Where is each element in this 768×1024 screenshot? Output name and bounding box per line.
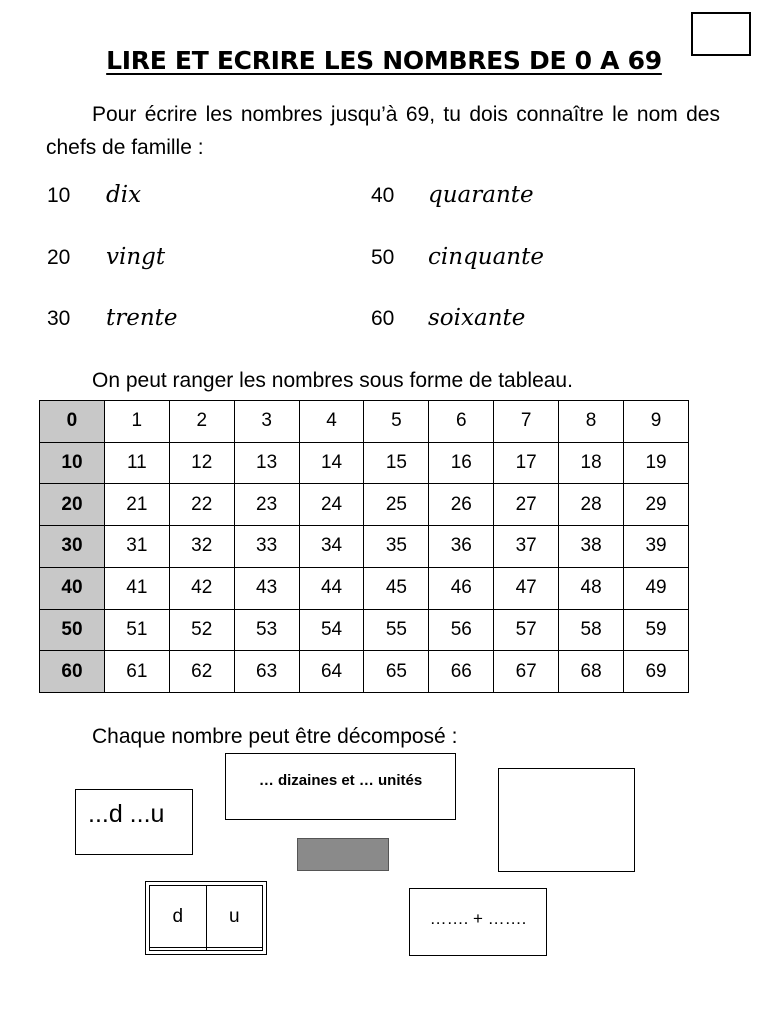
- table-cell: 34: [299, 526, 364, 568]
- table-cell: 5: [364, 401, 429, 443]
- table-cell: 64: [299, 651, 364, 693]
- family-head-cell: 50: [40, 609, 105, 651]
- table-cell: 15: [364, 442, 429, 484]
- family-number: 50: [371, 246, 395, 269]
- table-cell: 2: [169, 401, 234, 443]
- table-cell: 3: [234, 401, 299, 443]
- table-cell: 12: [169, 442, 234, 484]
- table-cell: 35: [364, 526, 429, 568]
- table-cell: 13: [234, 442, 299, 484]
- table-cell: 65: [364, 651, 429, 693]
- addition-text: ……. + …….: [429, 909, 527, 928]
- table-cell: 66: [429, 651, 494, 693]
- table-cell: 61: [104, 651, 169, 693]
- table-cell: 28: [559, 484, 624, 526]
- table-cell: 63: [234, 651, 299, 693]
- family-word: dix: [106, 182, 142, 208]
- table-row: [40, 442, 689, 484]
- u-cell: [206, 948, 263, 951]
- table-row: [40, 567, 689, 609]
- table-cell: 7: [494, 401, 559, 443]
- family-head-cell: 20: [40, 484, 105, 526]
- table-cell: 23: [234, 484, 299, 526]
- table-cell: 29: [624, 484, 689, 526]
- table-cell: 49: [624, 567, 689, 609]
- gray-strip: [297, 838, 389, 871]
- table-cell: 33: [234, 526, 299, 568]
- table-cell: 57: [494, 609, 559, 651]
- table-cell: 62: [169, 651, 234, 693]
- table-cell: 41: [104, 567, 169, 609]
- table-cell: 56: [429, 609, 494, 651]
- intro-paragraph: Pour écrire les nombres jusqu’à 69, tu dois connaître le nom des chefs de famille :: [46, 103, 720, 159]
- table-cell: 9: [624, 401, 689, 443]
- du-short-text: ...d ...u: [88, 800, 165, 828]
- family-number: 20: [47, 246, 71, 269]
- table-row: [40, 526, 689, 568]
- table-cell: 1: [104, 401, 169, 443]
- table-cell: 44: [299, 567, 364, 609]
- table-cell: 11: [104, 442, 169, 484]
- table-cell: 25: [364, 484, 429, 526]
- table-row: [40, 484, 689, 526]
- dizaines-unites-text: … dizaines et … unités: [258, 772, 423, 789]
- family-word: vingt: [106, 244, 166, 270]
- table-cell: 52: [169, 609, 234, 651]
- table-cell: 21: [104, 484, 169, 526]
- table-cell: 47: [494, 567, 559, 609]
- table-cell: 45: [364, 567, 429, 609]
- family-number: 10: [47, 184, 71, 207]
- table-cell: 32: [169, 526, 234, 568]
- table-cell: 43: [234, 567, 299, 609]
- table-row: [40, 651, 689, 693]
- table-row: [40, 609, 689, 651]
- table-cell: 68: [559, 651, 624, 693]
- table-cell: 14: [299, 442, 364, 484]
- table-cell: 38: [559, 526, 624, 568]
- du-table: [149, 885, 263, 951]
- d-header: d: [150, 886, 207, 948]
- table-cell: 67: [494, 651, 559, 693]
- family-head-cell: 10: [40, 442, 105, 484]
- table-intro: On peut ranger les nombres sous forme de tableau.: [92, 369, 573, 392]
- table-cell: 53: [234, 609, 299, 651]
- table-cell: 6: [429, 401, 494, 443]
- family-word: quarante: [428, 182, 534, 208]
- table-cell: 39: [624, 526, 689, 568]
- d-cell: [150, 948, 207, 951]
- table-cell: 51: [104, 609, 169, 651]
- table-cell: 37: [494, 526, 559, 568]
- u-header: u: [206, 886, 263, 948]
- table-cell: 69: [624, 651, 689, 693]
- family-word: soixante: [428, 305, 526, 331]
- number-table: [39, 400, 689, 693]
- du-table-card: [145, 881, 267, 955]
- table-cell: 31: [104, 526, 169, 568]
- table-cell: 22: [169, 484, 234, 526]
- table-cell: 27: [494, 484, 559, 526]
- table-cell: 36: [429, 526, 494, 568]
- table-cell: 54: [299, 609, 364, 651]
- table-cell: 46: [429, 567, 494, 609]
- page-title: LIRE ET ECRIRE LES NOMBRES DE 0 A 69: [106, 46, 662, 75]
- table-cell: 58: [559, 609, 624, 651]
- family-head-cell: 40: [40, 567, 105, 609]
- decompose-intro: Chaque nombre peut être décomposé :: [92, 725, 458, 748]
- table-cell: 17: [494, 442, 559, 484]
- table-cell: 4: [299, 401, 364, 443]
- family-word: trente: [106, 305, 178, 331]
- table-cell: 59: [624, 609, 689, 651]
- family-number: 40: [371, 184, 395, 207]
- du-short-card: [75, 789, 193, 855]
- table-cell: 48: [559, 567, 624, 609]
- table-cell: 24: [299, 484, 364, 526]
- addition-card: [409, 888, 547, 956]
- dizaines-unites-card: [225, 753, 456, 820]
- family-head-cell: 30: [40, 526, 105, 568]
- table-cell: 18: [559, 442, 624, 484]
- table-cell: 19: [624, 442, 689, 484]
- empty-card: [498, 768, 635, 872]
- table-row: [40, 401, 689, 443]
- table-cell: 26: [429, 484, 494, 526]
- table-cell: 55: [364, 609, 429, 651]
- table-cell: 16: [429, 442, 494, 484]
- family-word: cinquante: [428, 244, 544, 270]
- table-cell: 42: [169, 567, 234, 609]
- family-number: 30: [47, 307, 71, 330]
- family-head-cell: 60: [40, 651, 105, 693]
- family-head-cell: 0: [40, 401, 105, 443]
- table-cell: 8: [559, 401, 624, 443]
- family-number: 60: [371, 307, 395, 330]
